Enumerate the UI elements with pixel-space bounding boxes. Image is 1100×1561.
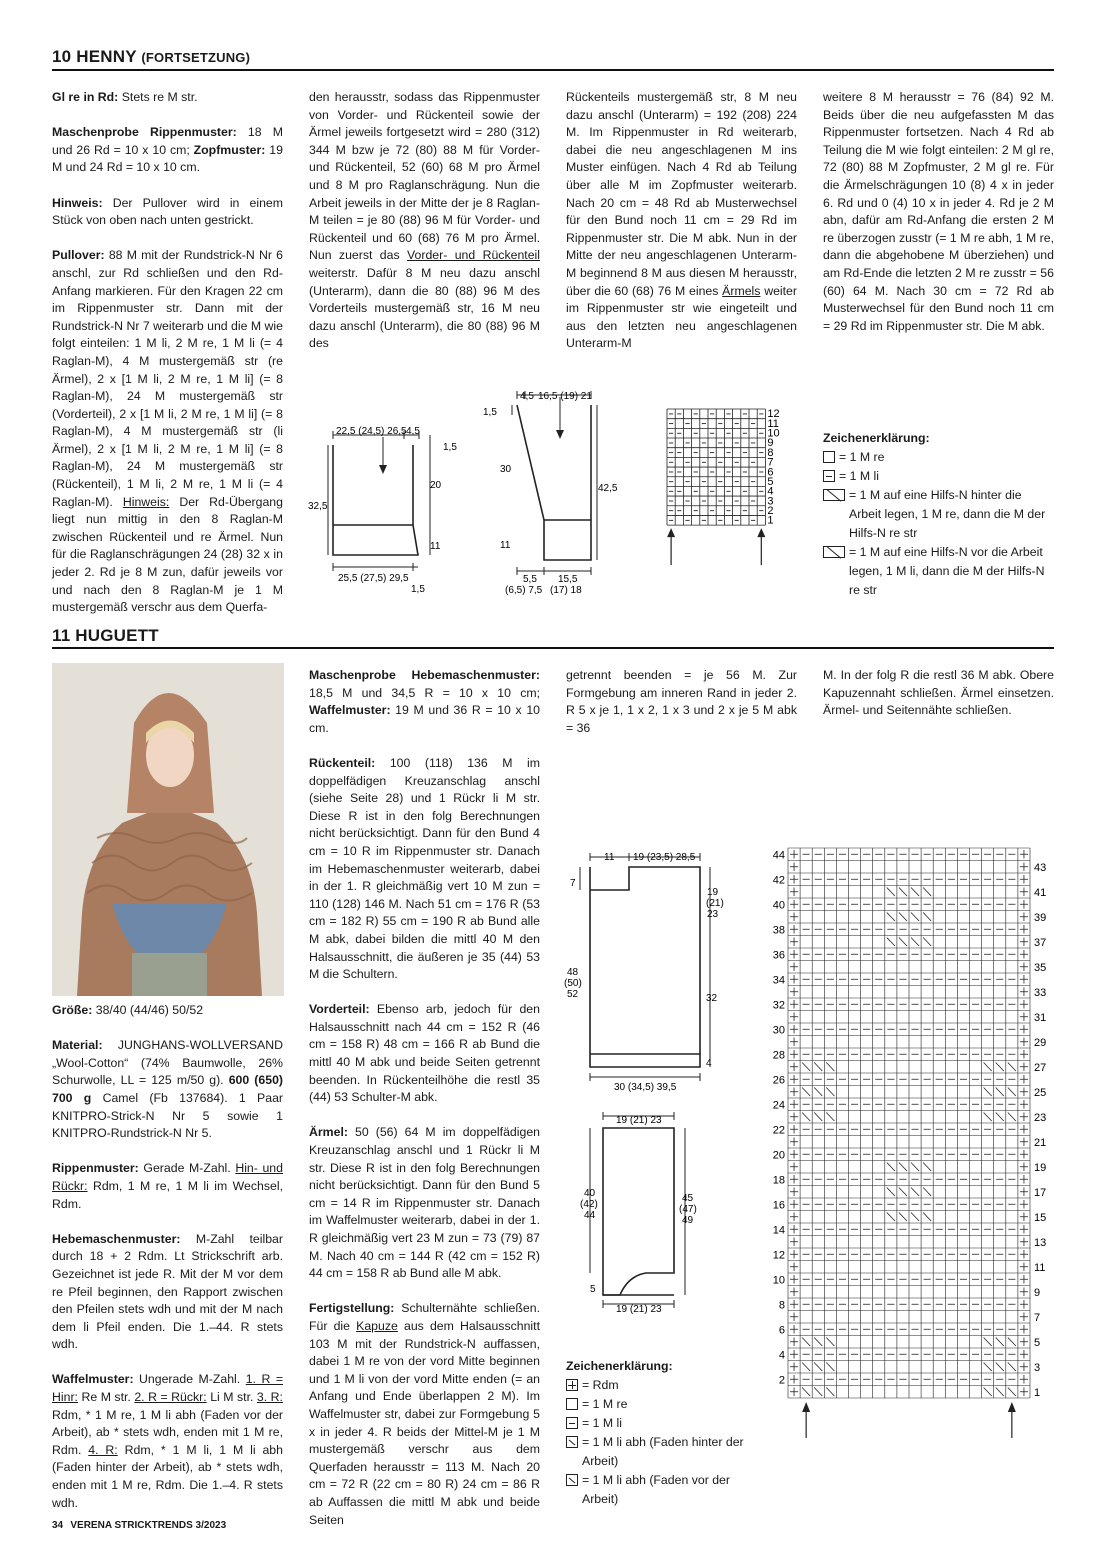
purl-symbol-icon (823, 470, 835, 482)
paragraph: Rückenteil: 100 (118) 136 M im doppelfädigen Kreuzanschlag anschl (siehe Seite 28) und 1 Rückr li M str. Diese R ist in den folg Berechnungen nicht berücksichtigt. Dann für den Bund 4 cm = 10 R im Rippenmuster str. Danach im Hebemaschenmuster weiterarb, dabei in der 1. R gleichmäßig vert 10 M zun = 110 (128) 146 M. Nach 51 cm = 176 R (53 cm = 182 R) 55 cm = 190 R ab Bund alle M abk, dabei bilden die mittl 40 M den Halsausschnitt, die äußeren je 35 (44) 53 M die Schultern. (309, 755, 540, 982)
henny-legend (823, 429, 1055, 600)
legend-item: = Rdm (582, 1378, 619, 1392)
row-number: 2 (778, 1374, 785, 1387)
dim-label: 49 (682, 1215, 694, 1226)
huguett-column-3: getrennt beenden = je 56 M. Zur Formgebung am inneren Rand in jeder 2. R 5 x je 1, 1 x 2, 1 x 3 und 2 x je 5 M abk = 36 (566, 668, 797, 735)
paragraph: Material: JUNGHANS-WOLLVERSAND „Wool-Cotton“ (74% Baumwolle, 26% Schurwolle, LL = 125 m/50 g). 600 (650) 700 g Camel (Fb 137684). 1 Paar KNITPRO-Strick-N Nr 5 sowie 1 KNITPRO-Rundstrick-N Nr 5. (52, 1038, 284, 1141)
henny-column-4: weitere 8 M herausstr = 76 (84) 92 M. Beids über die neu aufgefassten M das Rippenmuster fortsetzen. Nach 4 Rd ab Teilung die M wie folgt einteilen: 2 M gl re, 72 (80) 88 M Zopfmuster, 2 M gl re. Für die Ärmelschrägungen 10 (8) 4 x in jeder 6. Rd und 0 (4) 10 x in jeder 4. Rd je 2 M abn, dafür am Rd-Anfang die ersten 2 M re überzogen zusstr (= 1 M re abh, 1 M re, dann die abgehobene M überziehen) und am Rd-Ende die letzten 2 M re zusstr = 56 (60) 64 M. Nach 30 cm = 72 Rd ab Musterwechsel für den Bund noch 11 cm = 29 Rd im Rippenmuster str. Die M abk. (823, 90, 1054, 333)
dim-label: 4,5 (406, 426, 420, 437)
henny-body-schematic (300, 415, 470, 600)
row-number: 9 (1034, 1287, 1041, 1299)
row-number: 29 (1034, 1037, 1047, 1049)
legend-item: = 1 M auf eine Hilfs-N vor die Arbeit legen, 1 M li, dann die M der Hilfs-N re str (849, 545, 1045, 597)
row-number: 17 (1034, 1187, 1047, 1199)
paragraph: Hebemaschenmuster: M-Zahl teilbar durch 18 + 2 Rdm. Lt Strickschrift arb. Gezeichnet ist jede R. Mit der M vor dem re Pfeil beginnen, den Rapport zwischen den Pfeilen stets wdh und mit der M nach dem li Pfeil enden. Die 1.–44. R stets wdh. (52, 1231, 283, 1352)
row-number: 10 (772, 1274, 785, 1287)
huguett-sleeve-schematic (570, 1108, 720, 1318)
paragraph: Hinweis: Der Pullover wird in einem Stück von oben nach unten gestrickt. (52, 195, 283, 228)
paragraph: Vorderteil: Ebenso arb, jedoch für den Halsausschnitt nach 44 cm = 152 R (46 cm = 158 R) 48 cm = 166 R ab Bund die mittl 40 M abk und beide Seiten getrennt beenden. In Rückenteilhöhe die restl 35 (44) 53 Schulter-M abk. (309, 1002, 540, 1105)
row-number: 8 (778, 1299, 785, 1312)
row-number: 6 (778, 1324, 785, 1337)
row-number: 19 (1034, 1162, 1047, 1174)
dim-label: 32,5 (308, 501, 328, 512)
dim-label: 15,5 (558, 574, 578, 585)
dim-label: 11 (430, 541, 441, 552)
paragraph: Gl re in Rd: Stets re M str. (52, 90, 198, 104)
huguett-back-schematic (560, 845, 730, 1095)
row-number: 14 (772, 1224, 785, 1237)
row-number: 21 (1034, 1137, 1047, 1149)
legend-item: = 1 M re (839, 450, 885, 464)
cable-left-icon (823, 546, 845, 558)
row-number: 23 (1034, 1112, 1047, 1124)
dim-label: (21) (706, 898, 724, 909)
slip-back-icon (566, 1436, 578, 1448)
dim-label: (6,5) 7,5 (505, 585, 543, 596)
legend-title: Zeichenerklärung: (823, 431, 930, 445)
repeat-arrow-icon (667, 528, 675, 537)
legend-item: = 1 M auf eine Hilfs-N hinter die Arbeit legen, 1 M re, dann die M der Hilfs-N re str (849, 488, 1046, 540)
dim-label: (42) (580, 1199, 598, 1210)
dim-label: 16,5 (19) 21 (538, 391, 592, 402)
dim-label: 44 (584, 1210, 596, 1221)
dim-label: 40 (584, 1188, 596, 1199)
henny-sleeve-schematic (480, 385, 625, 600)
henny-knitting-chart (655, 403, 805, 595)
henny-column-1 (52, 89, 283, 634)
knit-symbol-icon (566, 1398, 578, 1410)
row-number: 15 (1034, 1212, 1047, 1224)
huguett-column-2 (309, 667, 540, 1547)
dim-label: 52 (567, 989, 579, 1000)
dim-label: (50) (564, 978, 582, 989)
dim-label: 48 (567, 967, 579, 978)
row-number: 2 (767, 504, 774, 517)
row-number: 26 (772, 1074, 785, 1087)
row-number: 40 (772, 899, 785, 912)
row-number: 12 (767, 408, 780, 421)
row-number: 44 (772, 849, 785, 862)
huguett-legend (566, 1357, 766, 1509)
paragraph: Ärmel: 50 (56) 64 M im doppelfädigen Kreuzanschlag anschl und 1 Rückr li M str. Diese R ist in den folg Berechnungen nicht berücksichtigt. Dann für den Bund 5 cm = 14 R im Rippenmuster str. Danach im Waffelmuster weiterarb, dabei in der 1. R gleichmäßig vert 23 M zun = 73 (79) 87 M. Nach 40 cm = 144 R (42 cm = 152 R) 44 cm = 158 R ab Bund alle M abk. (309, 1125, 540, 1281)
section-title-henny: 10 HENNY (FORTSETZUNG) (52, 47, 251, 66)
row-number: 11 (1034, 1262, 1046, 1274)
page-footer: 34 VERENA STRICKTRENDS 3/2023 (52, 1520, 227, 1531)
dim-label: 42,5 (598, 483, 618, 494)
row-number: 34 (772, 974, 785, 987)
row-number: 6 (767, 466, 774, 479)
legend-item: = 1 M re (582, 1397, 628, 1411)
row-number: 11 (767, 417, 779, 430)
row-number: 16 (772, 1199, 785, 1212)
paragraph: Maschenprobe Rippenmuster: 18 M und 26 Rd = 10 x 10 cm; Zopfmuster: 19 M und 24 Rd = 10 x 10 cm. (52, 125, 283, 175)
row-number: 4 (778, 1349, 785, 1362)
dim-label: 19 (21) 23 (616, 1115, 662, 1126)
row-number: 32 (772, 999, 785, 1012)
row-number: 43 (1034, 862, 1047, 874)
dim-label: 11 (500, 540, 511, 551)
row-number: 31 (1034, 1012, 1047, 1024)
section-title-huguett: 11 HUGUETT (52, 626, 159, 645)
henny-column-3: Rückenteils mustergemäß str, 8 M neu dazu anschl (Unterarm) = 192 (208) 224 M. Im Rippenmuster in Rd weiterarb, dabei die neu angeschlagenen M ins Muster einfügen. Nach 4 Rd ab Teilung über alle M im Zopfmuster weiterarb. Nach 20 cm = 48 Rd ab Musterwechsel für den Bund noch 11 cm = 29 Rd im Rippenmuster str. Die M abk. Nun in der Mitte der neu angeschlagenen Unterarm-M beginnend 8 M aus diesen M herausstr, über die 60 (68) 76 M eines Ärmels weiter im Rippenmuster str wie eingeteilt und aus den letzten neu angeschlagenen Unterarm-M (566, 90, 797, 351)
row-number: 18 (772, 1174, 785, 1187)
dim-label: (17) 18 (550, 585, 582, 596)
dim-label: 30 (34,5) 39,5 (614, 1082, 677, 1093)
row-number: 10 (767, 427, 780, 440)
row-number: 13 (1034, 1237, 1047, 1249)
row-number: 7 (1034, 1312, 1041, 1324)
row-number: 1 (767, 514, 774, 527)
row-number: 41 (1034, 887, 1047, 899)
dim-label: 4 (706, 1058, 712, 1069)
legend-item: = 1 M li (839, 469, 879, 483)
dim-label: 4,5 (520, 391, 534, 402)
legend-item: = 1 M li abh (Faden vor der Arbeit) (582, 1473, 730, 1506)
paragraph: Maschenprobe Hebemaschenmuster: 18,5 M und 34,5 R = 10 x 10 cm; Waffelmuster: 19 M und 36 R = 10 x 10 cm. (309, 668, 540, 735)
dim-label: 1,5 (483, 407, 497, 418)
selvedge-symbol-icon (566, 1379, 578, 1391)
row-number: 1 (1034, 1387, 1041, 1399)
legend-item: = 1 M li (582, 1416, 622, 1430)
dim-label: 32 (706, 993, 718, 1004)
repeat-arrow-icon (802, 1402, 810, 1412)
knit-symbol-icon (823, 451, 835, 463)
row-number: 20 (772, 1149, 785, 1162)
dim-label: 30 (500, 464, 512, 475)
row-number: 25 (1034, 1087, 1047, 1099)
paragraph: Waffelmuster: Ungerade M-Zahl. 1. R = Hinr: Re M str. 2. R = Rückr: Li M str. 3. R: Rdm, * 1 M re, 1 M li abh (Faden vor der Arbeit), ab * stets wdh, enden mit 1 M re, Rdm. 4. R: Rdm, * 1 M li, 1 M li abh (Faden hinter der Arbeit), ab * stets wdh, enden mit 1 M re, Rdm. Die 1.–4. R stets wdh. (52, 1372, 283, 1510)
huguett-column-1 (52, 1002, 283, 1530)
row-number: 3 (767, 495, 774, 508)
section-rule (52, 69, 1054, 71)
row-number: 39 (1034, 912, 1047, 924)
dim-label: 23 (707, 909, 719, 920)
dim-label: 5,5 (523, 574, 537, 585)
dim-label: 19 (707, 887, 719, 898)
paragraph: Größe: 38/40 (44/46) 50/52 (52, 1003, 204, 1017)
model-photo (52, 663, 284, 996)
paragraph: Fertigstellung: Schulternähte schließen. Für die Kapuze aus dem Halsausschnitt 103 M mit der Rundstrick-N auffassen, dabei 1 M re von der vord Mitte beginnen und 1 M li von der vord Mitte enden (= an Anfang und Ende überlappen 2 M). Im Waffelmuster str, dabei zur Formgebung 5 x in jeder 4. R beids der Mittel-M je 1 M mustergemäß verschr aus dem Querfaden herausstr = 113 M. Nach 20 cm = 72 R (22 cm = 80 R) 24 cm = 86 R ab Auffassen die mittl M abk und beide Seiten (309, 1301, 540, 1527)
row-number: 28 (772, 1049, 785, 1062)
purl-symbol-icon (566, 1417, 578, 1429)
row-number: 8 (767, 446, 774, 459)
row-number: 3 (1034, 1362, 1041, 1374)
dim-label: 1,5 (443, 442, 457, 453)
huguett-column-4: M. In der folg R die restl 36 M abk. Obere Kapuzennaht schließen. Ärmel einsetzen. Ärmel- und Seitennähte schließen. (823, 668, 1054, 718)
section-rule (52, 647, 1054, 649)
row-number: 38 (772, 924, 785, 937)
row-number: 5 (1034, 1337, 1041, 1349)
row-number: 27 (1034, 1062, 1047, 1074)
legend-item: = 1 M li abh (Faden hinter der Arbeit) (582, 1435, 744, 1468)
dim-label: 11 (604, 852, 615, 863)
row-number: 22 (772, 1124, 785, 1137)
huguett-knitting-chart (762, 840, 1062, 1440)
cable-right-icon (823, 489, 845, 501)
dim-label: 22,5 (24,5) 26,5 (336, 426, 407, 437)
row-number: 4 (767, 485, 774, 498)
legend-title: Zeichenerklärung: (566, 1359, 673, 1373)
dim-label: 19 (23,5) 28,5 (633, 852, 696, 863)
paragraph: Rippenmuster: Gerade M-Zahl. Hin- und Rückr: Rdm, 1 M re, 1 M li im Wechsel, Rdm. (52, 1161, 283, 1211)
slip-front-icon (566, 1474, 578, 1486)
dim-label: 20 (430, 480, 442, 491)
row-number: 33 (1034, 987, 1047, 999)
row-number: 7 (767, 456, 774, 469)
dim-label: 45 (682, 1193, 694, 1204)
dim-label: (47) (679, 1204, 697, 1215)
dim-label: 25,5 (27,5) 29,5 (338, 573, 409, 584)
dim-label: 1,5 (411, 584, 425, 595)
row-number: 36 (772, 949, 785, 962)
repeat-arrow-icon (1008, 1402, 1016, 1412)
row-number: 30 (772, 1024, 785, 1037)
dim-label: 5 (590, 1284, 596, 1295)
row-number: 37 (1034, 937, 1047, 949)
row-number: 5 (767, 475, 774, 488)
dim-label: 19 (21) 23 (616, 1304, 662, 1315)
dim-label: 7 (570, 878, 576, 889)
row-number: 12 (772, 1249, 785, 1262)
row-number: 35 (1034, 962, 1047, 974)
row-number: 24 (772, 1099, 785, 1112)
row-number: 42 (772, 874, 785, 887)
henny-column-2: den herausstr, sodass das Rippenmuster von Vorder- und Rückenteil sowie der Ärmel jeweils fortgesetzt wird = 280 (312) 344 M bzw je 72 (80) 88 M für Vorder- und Rückenteil, 52 (60) 68 M pro Ärmel und 8 M pro Raglanschrägung. Nun die Arbeit jeweils in der Mitte der je 8 Raglan-M teilen = je 80 (88) 96 M für Vorder- und Rückenteil und 60 (68) 76 M pro Ärmel. Nun zuerst das Vorder- und Rückenteil weiterstr. Dafür 8 M neu dazu anschl (Unterarm), dann die 80 (88) 96 M des Vorderteils mustergemäß str, 16 M neu dazu anschl (Unterarm), die 80 (88) 96 M des (309, 90, 541, 351)
paragraph: Pullover: 88 M mit der Rundstrick-N Nr 6 anschl, zur Rd schließen und den Rd-Anfang markieren. Für den Kragen 22 cm im Rippenmuster str. Dann mit der Rundstrick-N Nr 7 weiterarb und die M wie folgt einteilen: 1 M li, 2 M re, 1 M li (= 4 Raglan-M), 4 M mustergemäß str (re Ärmel), 2 x [1 M li, 2 M re, 1 M li] (= 8 Raglan-M), 24 M mustergemäß str (Vorderteil), 2 x [1 M li, 2 M re, 1 M li] (= 8 Raglan-M), 4 M mustergemäß str (li Ärmel), 2 x [1 M li, 2 M re, 1 M li] (= 8 Raglan-M), 24 M mustergemäß str (Rückenteil), 1 M li, 2 M re, 1 M li (= 4 Raglan-M). Hinweis: Der Rd-Übergang liegt nun mittig in den 8 Raglan-M zwischen Rückenteil und re Ärmel. Nun für die Raglanschrägungen 24 (28) 32 x in jeder 2. Rd je 8 M zun, dafür jeweils vor und nach den 8 Raglan-M je 1 M mustergemäß verschr aus dem Querfa- (52, 248, 283, 615)
repeat-arrow-icon (757, 528, 765, 537)
row-number: 9 (767, 437, 774, 450)
